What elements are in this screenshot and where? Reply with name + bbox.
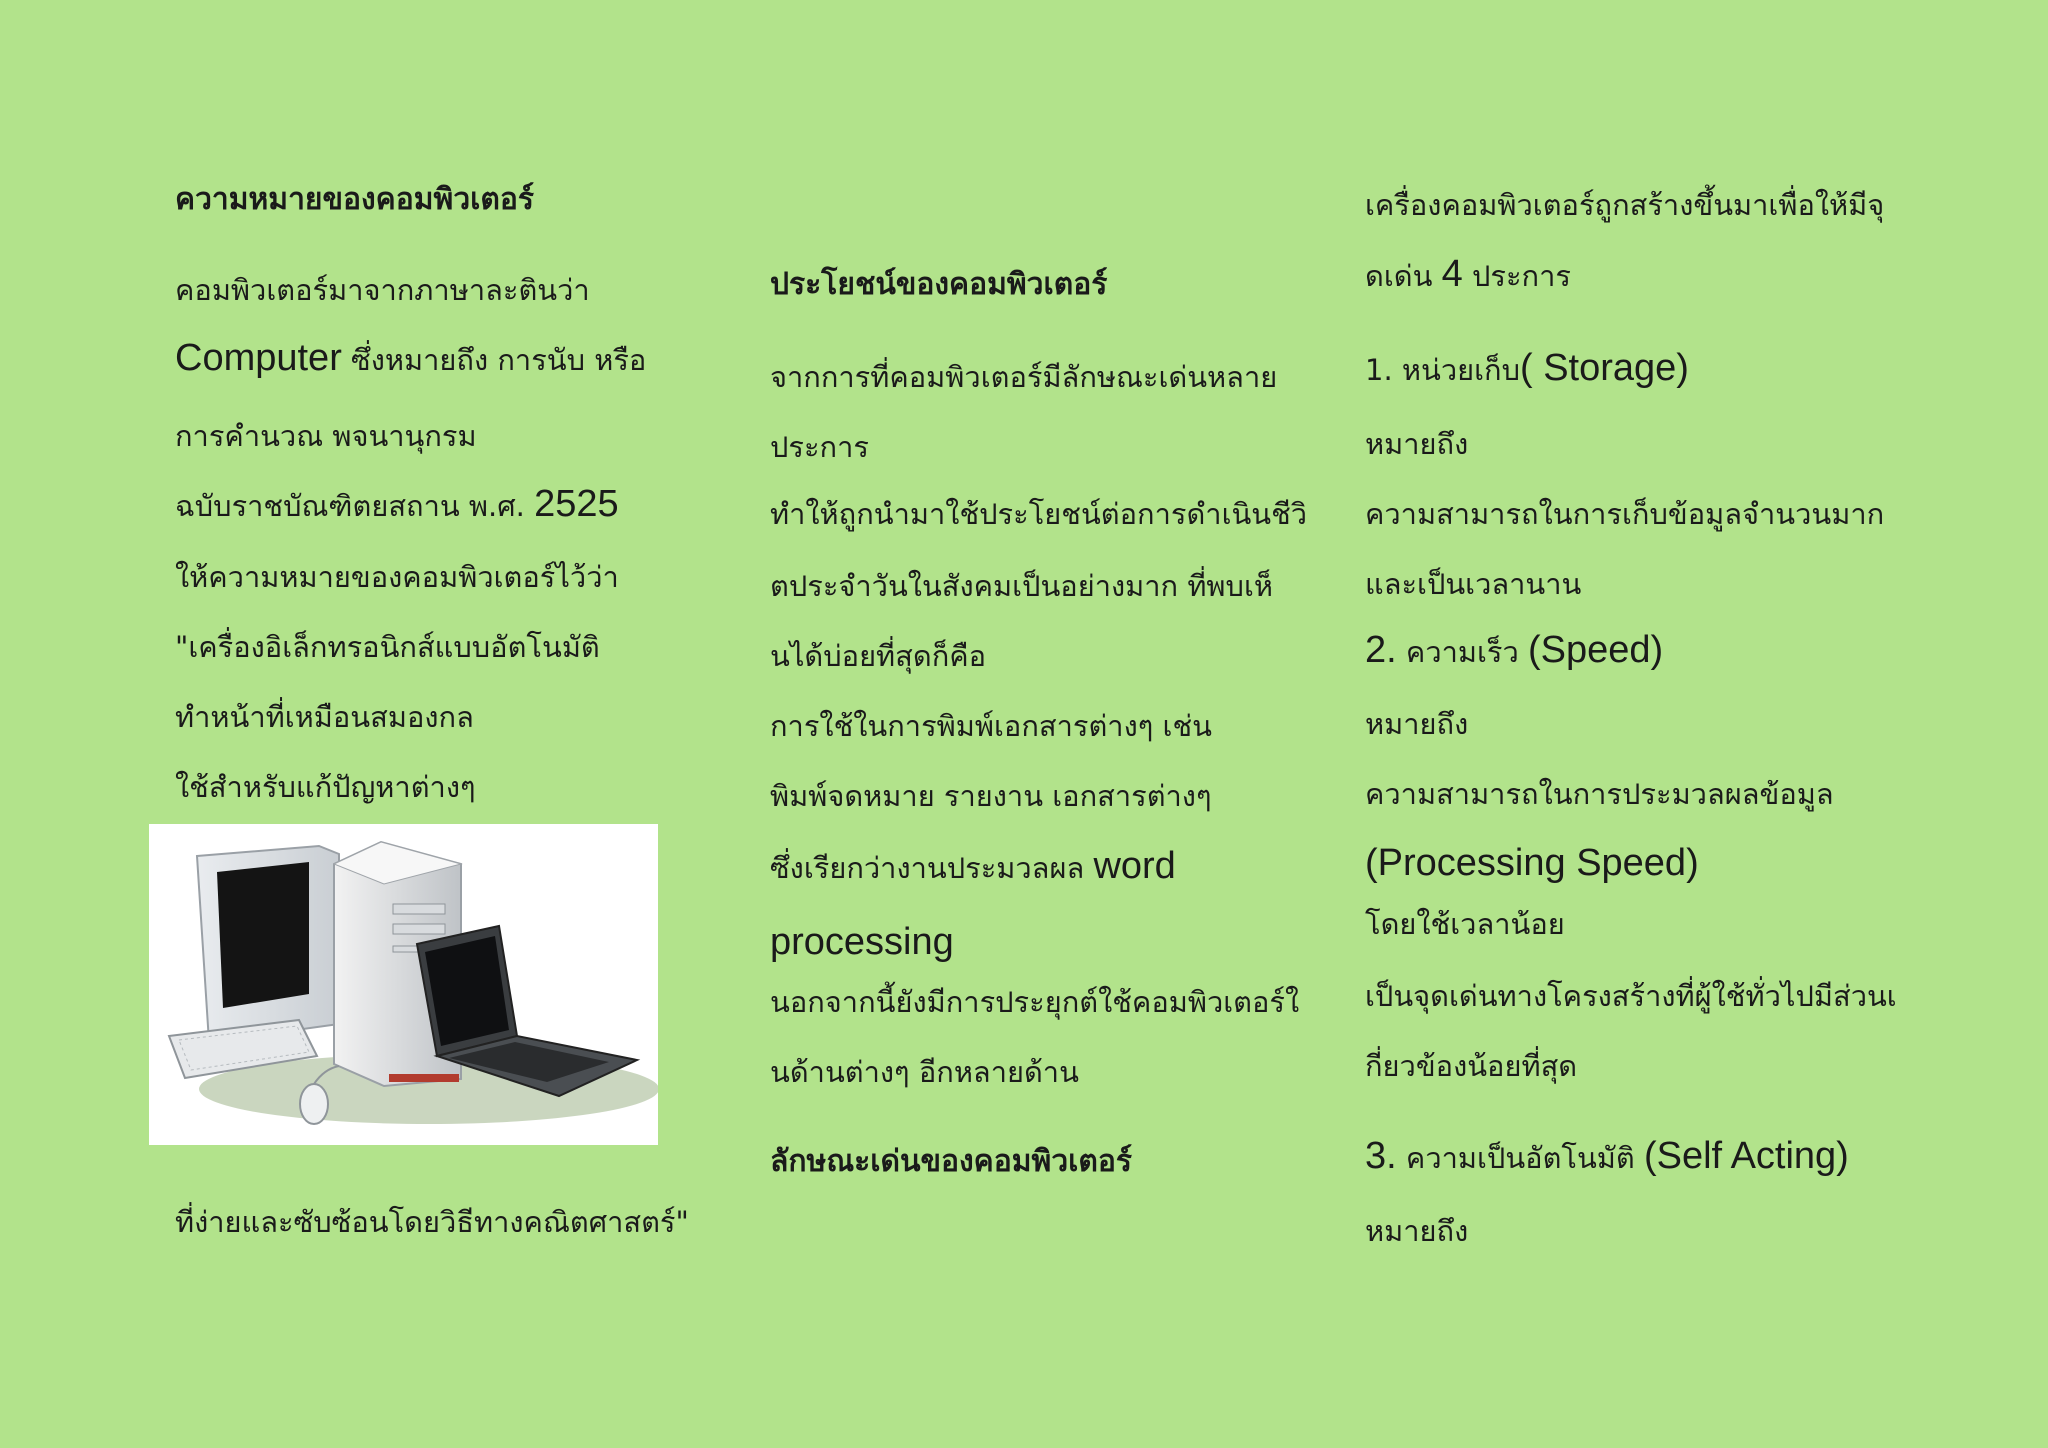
text-line (1365, 1136, 1849, 1178)
text-line: ความสามารถในการประมวลผลข้อมูล (1365, 777, 1834, 811)
text-line: การใช้ในการพิมพ์เอกสารต่างๆ เช่น (770, 709, 1212, 743)
term-computer: Computer (175, 337, 342, 379)
text-line (1365, 630, 1663, 672)
text-line: โดยใช้เวลาน้อย (1365, 907, 1565, 941)
text-line: จากการที่คอมพิวเตอร์มีลักษณะเด่นหลาย (770, 360, 1278, 394)
text-line: คอมพิวเตอร์มาจากภาษาละตินว่า (175, 273, 590, 307)
text-line (1365, 348, 1689, 390)
count-number: 4 (1441, 253, 1463, 295)
term-storage: ( Storage) (1519, 347, 1689, 389)
text-line (175, 484, 619, 526)
text-line: หมายถึง (1365, 427, 1469, 461)
heading-meaning: ความหมายของคอมพิวเตอร์ (175, 182, 535, 217)
text-fragment: ดเด่น (1365, 259, 1442, 293)
term-speed: (Speed) (1528, 629, 1664, 671)
term-word: word (1093, 845, 1176, 887)
term-processing: processing (770, 921, 954, 963)
text-line: กี่ยวข้องน้อยที่สุด (1365, 1049, 1578, 1083)
text-line: การคำนวณ พจนานุกรม (175, 419, 477, 453)
text-line: ทำหน้าที่เหมือนสมองกล (175, 700, 474, 734)
term-self-acting: (Self Acting) (1643, 1135, 1849, 1177)
text-line: "เครื่องอิเล็กทรอนิกส์แบบอัตโนมัติ (175, 630, 600, 664)
text-line: ทำให้ถูกนำมาใช้ประโยชน์ต่อการดำเนินชีวิ (770, 497, 1308, 531)
text-line: ความสามารถในการเก็บข้อมูลจำนวนมาก (1365, 497, 1885, 531)
computer-photo (149, 824, 658, 1145)
text-line: เป็นจุดเด่นทางโครงสร้างที่ผู้ใช้ทั่วไปมีส่วนเ (1365, 979, 1897, 1013)
text-fragment: ความเร็ว (1396, 635, 1528, 669)
text-fragment: ซึ่งหมายถึง การนับ หรือ (341, 343, 647, 377)
text-line: และเป็นเวลานาน (1365, 567, 1582, 601)
text-line: เครื่องคอมพิวเตอร์ถูกสร้างขึ้นมาเพื่อให้มีจุ (1365, 188, 1885, 222)
text-line: ให้ความหมายของคอมพิวเตอร์ไว้ว่า (175, 560, 619, 594)
text-line (1365, 254, 1571, 296)
item-number-1: 1. หน่วยเก็บ (1365, 353, 1520, 387)
text-line: พิมพ์จดหมาย รายงาน เอกสารต่างๆ (770, 779, 1212, 813)
text-line: นอกจากนี้ยังมีการประยุกต์ใช้คอมพิวเตอร์ใ (770, 985, 1300, 1019)
item-number-2: 2. (1365, 629, 1397, 671)
text-line (175, 338, 646, 380)
heading-features: ลักษณะเด่นของคอมพิวเตอร์ (770, 1144, 1133, 1179)
text-line (770, 846, 1176, 888)
item-number-3: 3. (1365, 1135, 1397, 1177)
text-fragment: ฉบับราชบัณฑิตยสถาน พ.ศ. (175, 489, 535, 523)
text-line: หมายถึง (1365, 1214, 1469, 1248)
text-fragment: ซึ่งเรียกว่างานประมวลผล (770, 851, 1094, 885)
text-fragment: ประการ (1462, 259, 1571, 293)
text-line: นได้บ่อยที่สุดก็คือ (770, 639, 987, 673)
text-line: ใช้สำหรับแก้ปัญหาต่างๆ (175, 770, 476, 804)
text-line: ที่ง่ายและซับซ้อนโดยวิธีทางคณิตศาสตร์" (175, 1205, 689, 1239)
computer-set-illustration (149, 824, 658, 1145)
year-number: 2525 (534, 483, 619, 525)
term-processing-speed: (Processing Speed) (1365, 842, 1699, 884)
text-line: หมายถึง (1365, 707, 1469, 741)
text-line: ประการ (770, 430, 869, 464)
text-fragment: ความเป็นอัตโนมัติ (1396, 1141, 1644, 1175)
text-line: นด้านต่างๆ อีกหลายด้าน (770, 1055, 1079, 1089)
text-line: ตประจำวันในสังคมเป็นอย่างมาก ที่พบเห็ (770, 569, 1273, 603)
heading-benefits: ประโยชน์ของคอมพิวเตอร์ (770, 267, 1108, 302)
